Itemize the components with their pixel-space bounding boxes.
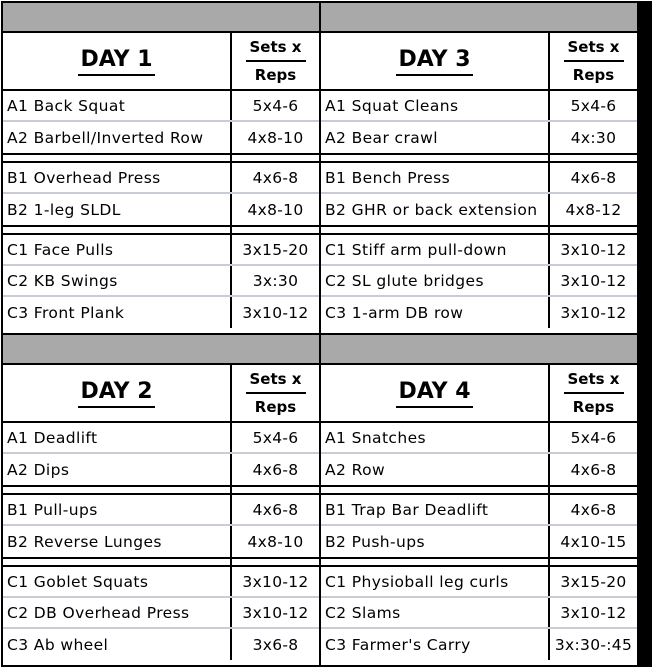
exercise-name: C2 SL glute bridges [321,266,550,295]
day-header-bar [3,335,319,365]
sets-reps-header [550,33,637,89]
day-header-bar [321,335,637,365]
exercise-name: B2 1-leg SLDL [3,194,232,225]
exercise-name: A2 Bear crawl [321,122,550,153]
exercise-name: A1 Snatches [321,423,550,452]
sets-reps-value: 3x15-20 [242,240,309,259]
exercise-name: B2 GHR or back extension [321,194,550,225]
exercise-name: B1 Overhead Press [3,163,232,192]
day-block-2 [3,335,319,665]
day-block-4 [321,335,637,665]
group-separator [3,485,319,495]
sets-reps-header [232,33,319,89]
exercise-row [321,526,637,557]
exercise-name: A2 Row [321,454,550,485]
sets-reps-value: 3x6-8 [252,635,299,654]
sets-reps-value: 3x10-12 [560,271,627,290]
exercise-row [321,297,637,328]
day-title-cell [321,365,550,421]
sets-reps-value: 3x10-12 [242,572,309,591]
exercise-row [3,495,319,526]
day-title-cell [321,33,550,89]
exercise-name: A1 Squat Cleans [321,91,550,120]
workout-sheet [1,1,652,667]
exercise-name: C1 Face Pulls [3,235,232,264]
exercise-name: C2 KB Swings [3,266,232,295]
sets-reps-value: 4x6-8 [570,500,617,519]
reps-label: Reps [564,392,624,416]
sets-reps-header [550,365,637,421]
sets-reps-value: 3x15-20 [560,572,627,591]
sets-reps-value: 5x4-6 [252,428,299,447]
sets-reps-value: 4x6-8 [570,460,617,479]
exercise-row [321,567,637,598]
sets-label: Sets x [249,370,302,388]
group-separator [321,225,637,235]
reps-label: Reps [564,60,624,84]
day-header-bar [3,3,319,33]
group-separator [321,557,637,567]
exercise-row [321,163,637,194]
reps-label: Reps [246,392,306,416]
exercise-row [3,526,319,557]
exercise-row [3,454,319,485]
day-block-1 [3,3,319,333]
sets-reps-value: 3x10-12 [242,603,309,622]
exercise-row [3,235,319,266]
exercise-row [321,235,637,266]
exercise-row [321,122,637,153]
sets-reps-value: 4x6-8 [252,168,299,187]
group-separator [3,557,319,567]
sets-reps-value: 4x:30 [570,128,617,147]
exercise-row [3,629,319,660]
sets-reps-header [232,365,319,421]
exercise-name: A1 Deadlift [3,423,232,452]
exercise-name: A2 Dips [3,454,232,485]
exercise-name: B1 Bench Press [321,163,550,192]
day-header [321,365,637,423]
sets-reps-value: 4x6-8 [252,500,299,519]
sets-label: Sets x [567,370,620,388]
day-block-3 [321,3,637,333]
exercise-name: A1 Back Squat [3,91,232,120]
exercise-row [3,194,319,225]
sets-reps-value: 3x:30-:45 [554,635,633,654]
exercise-row [3,91,319,122]
day-header [3,365,319,423]
day-title-cell [3,33,232,89]
sets-reps-value: 3x10-12 [242,303,309,322]
sets-reps-value: 4x8-10 [247,532,304,551]
exercise-row [321,194,637,225]
sets-reps-value: 3x:30 [252,271,299,290]
exercise-name: B2 Push-ups [321,526,550,557]
sets-reps-value: 3x10-12 [560,240,627,259]
sets-reps-value: 4x6-8 [570,168,617,187]
sets-reps-value: 4x10-15 [560,532,627,551]
exercise-name: C3 Ab wheel [3,629,232,660]
group-separator [3,153,319,163]
sets-reps-value: 5x4-6 [570,96,617,115]
exercise-name: C2 Slams [321,598,550,627]
sets-reps-value: 4x6-8 [252,460,299,479]
exercise-row [3,598,319,629]
sets-reps-value: 4x8-10 [247,128,304,147]
sets-label: Sets x [567,38,620,56]
exercise-name: C3 1-arm DB row [321,297,550,328]
exercise-name: C1 Physioball leg curls [321,567,550,596]
day-title: DAY 2 [78,379,154,408]
exercise-row [3,122,319,153]
sets-reps-value: 3x10-12 [560,603,627,622]
exercise-row [3,567,319,598]
exercise-row [3,423,319,454]
exercise-name: C3 Farmer's Carry [321,629,550,660]
exercise-row [3,163,319,194]
exercise-row [321,598,637,629]
exercise-name: C1 Goblet Squats [3,567,232,596]
sets-reps-value: 3x10-12 [560,303,627,322]
day-title: DAY 1 [78,47,154,76]
exercise-row [321,495,637,526]
exercise-row [321,454,637,485]
sets-reps-value: 4x8-12 [565,200,622,219]
day-header [3,33,319,91]
exercise-row [321,91,637,122]
exercise-name: C2 DB Overhead Press [3,598,232,627]
exercise-row [321,629,637,660]
exercise-name: B2 Reverse Lunges [3,526,232,557]
exercise-name: B1 Pull-ups [3,495,232,524]
exercise-name: C1 Stiff arm pull-down [321,235,550,264]
sets-label: Sets x [249,38,302,56]
exercise-name: A2 Barbell/Inverted Row [3,122,232,153]
day-header-bar [321,3,637,33]
day-title: DAY 3 [396,47,472,76]
sets-reps-value: 5x4-6 [252,96,299,115]
exercise-row [3,297,319,328]
day-title-cell [3,365,232,421]
exercise-row [3,266,319,297]
sets-reps-value: 5x4-6 [570,428,617,447]
sets-reps-value: 4x8-10 [247,200,304,219]
exercise-row [321,266,637,297]
group-separator [321,485,637,495]
day-title: DAY 4 [396,379,472,408]
exercise-name: C3 Front Plank [3,297,232,328]
reps-label: Reps [246,60,306,84]
group-separator [321,153,637,163]
exercise-row [321,423,637,454]
group-separator [3,225,319,235]
exercise-name: B1 Trap Bar Deadlift [321,495,550,524]
day-header [321,33,637,91]
